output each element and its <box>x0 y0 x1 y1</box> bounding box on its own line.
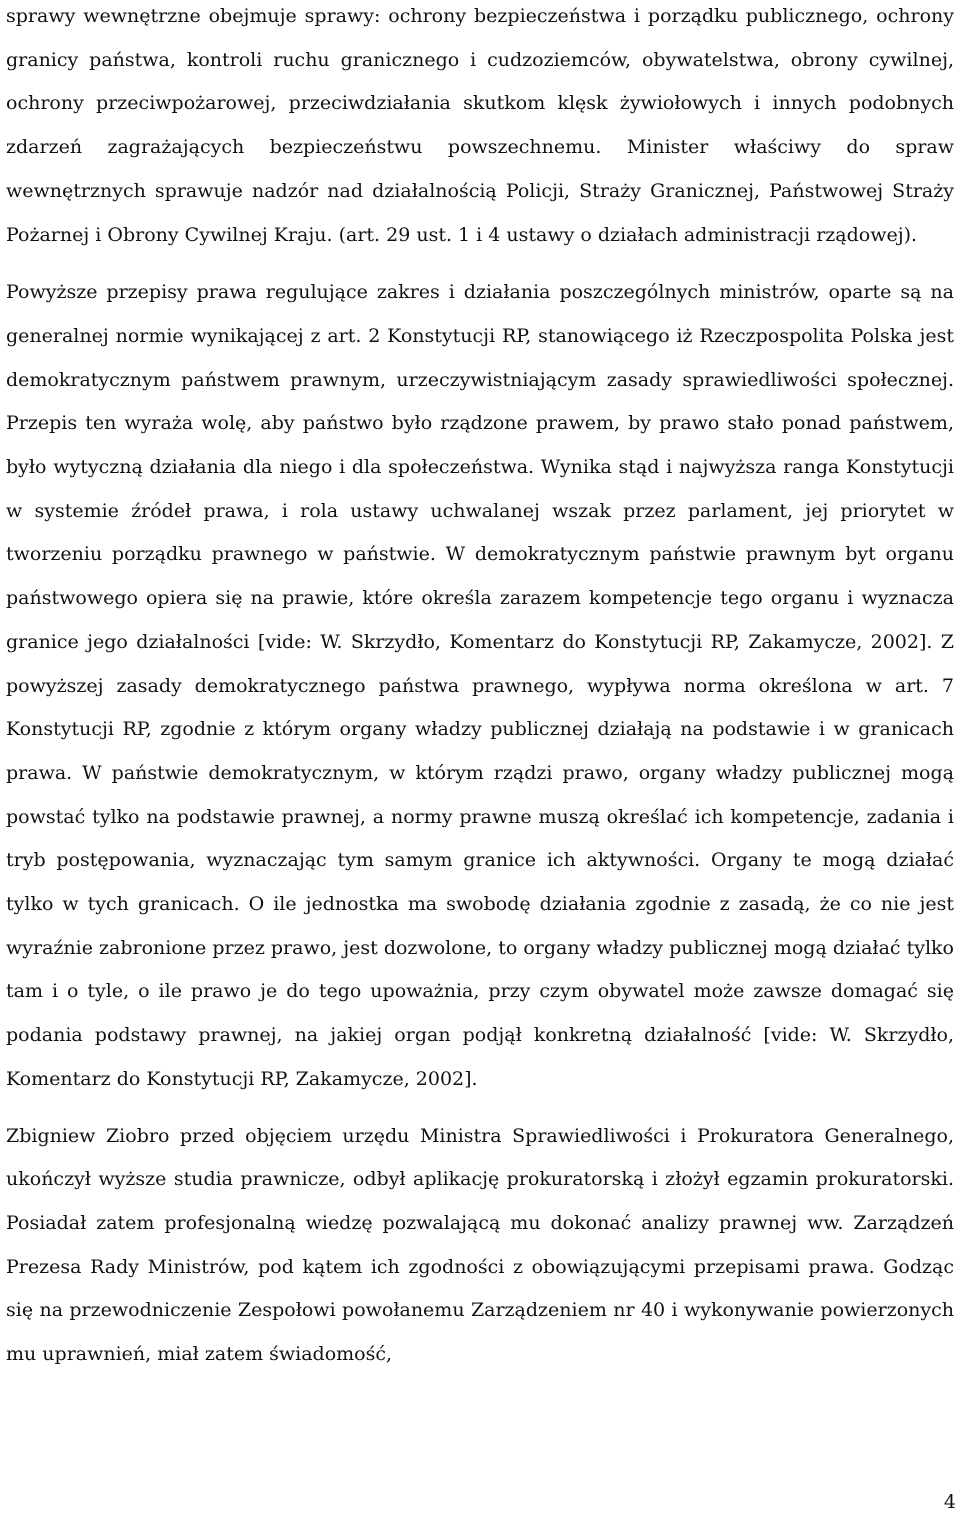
paragraph-2: Powyższe przepisy prawa regulujące zakres i działania poszczególnych ministrów, oparte są na generalnej normie wynikającej z art. 2 Konstytucji RP, stanowiącego iż Rzeczpospolita Polska jest demokratycznym państwem prawnym, urzeczywistniającym zasady sprawiedliwości społecznej. Przepis ten wyraża wolę, aby państwo było rządzone prawem, by prawo stało ponad państwem, było wytyczną działania dla niego i dla społeczeństwa. Wynika stąd i najwyższa ranga Konstytucji w systemie źródeł prawa, i rola ustawy uchwalanej wszak przez parlament, jej priorytet w tworzeniu porządku prawnego w państwie. W demokratycznym państwie prawnym byt organu państwowego opiera się na prawie, które określa zarazem kompetencje tego organu i wyznacza granice jego działalności [vide: W. Skrzydło, Komentarz do Konstytucji RP, Zakamycze, 2002]. Z powyższej zasady demokratycznego państwa prawnego, wypływa norma określona w art. 7 Konstytucji RP, zgodnie z którym organy władzy publicznej działają na podstawie i w granicach prawa. W państwie demokratycznym, w którym rządzi prawo, organy władzy publicznej mogą powstać tylko na podstawie prawnej, a normy prawne muszą określać ich kompetencje, zadania i tryb postępowania, wyznaczając tym samym granice ich aktywności. Organy te mogą działać tylko w tych granicach. O ile jednostka ma swobodę działania zgodnie z zasadą, że co nie jest wyraźnie zabronione przez prawo, jest dozwolone, to organy władzy publicznej mogą działać tylko tam i o tyle, o ile prawo je do tego upoważnia, przy czym obywatel może zawsze domagać się podania podstawy prawnej, na jakiej organ podjął konkretną działalność [vide: W. Skrzydło, Komentarz do Konstytucji RP, Zakamycze, 2002]. <box>6 281 954 1090</box>
document-page <box>6 0 954 1377</box>
paragraph-3: Zbigniew Ziobro przed objęciem urzędu Ministra Sprawiedliwości i Prokuratora Generalnego, ukończył wyższe studia prawnicze, odbył aplikację prokuratorską i złożył egzamin prokuratorski. Posiadał zatem profesjonalną wiedzę pozwalającą mu dokonać analizy prawnej ww. Zarządzeń Prezesa Rady Ministrów, pod kątem ich zgodności z obowiązującymi przepisami prawa. Godząc się na przewodniczenie Zespołowi powołanemu Zarządzeniem nr 40 i wykonywanie powierzonych mu uprawnień, miał zatem świadomość, <box>6 1124 954 1366</box>
page-number: 4 <box>943 1491 956 1513</box>
paragraph-1: sprawy wewnętrzne obejmuje sprawy: ochrony bezpieczeństwa i porządku publicznego, ochrony granicy państwa, kontroli ruchu granicznego i cudzoziemców, obywatelstwa, obrony cywilnej, ochrony przeciwpożarowej, przeciwdziałania skutkom klęsk żywiołowych i innych podobnych zdarzeń zagrażających bezpieczeństwu powszechnemu. Minister właściwy do spraw wewnętrznych sprawuje nadzór nad działalnością Policji, Straży Granicznej, Państwowej Straży Pożarnej i Obrony Cywilnej Kraju. (art. 29 ust. 1 i 4 ustawy o działach administracji rządowej). <box>6 5 954 246</box>
